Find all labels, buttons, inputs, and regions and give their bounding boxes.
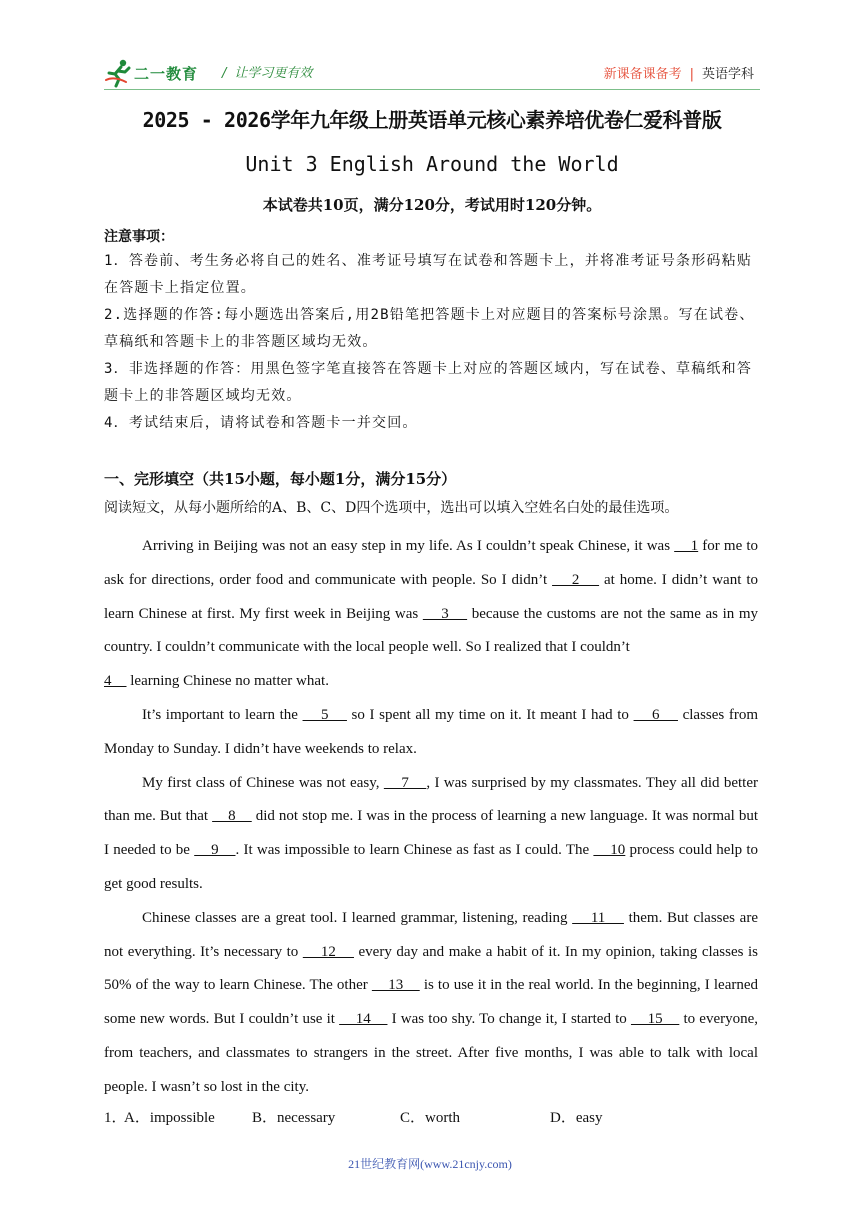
blank-13: 13	[371, 977, 420, 994]
passage-text: . It was impossible to learn Chinese as fast as I could. The	[235, 842, 594, 859]
option-c: C．worth	[400, 1110, 461, 1126]
blank-15: 15	[630, 1011, 680, 1028]
blank-3: 3	[422, 605, 468, 622]
notice-item: 2.选择题的作答:每小题选出答案后,用2B铅笔把答题卡上对应题目的答案标号涂黑。写在试卷、草稿纸和答题卡上的非答题区域均无效。	[104, 307, 755, 350]
question-number: 1．	[104, 1110, 127, 1126]
section-instruction: 阅读短文，从每小题所给的A、B、C、D四个选项中，选出可以填入空姓名白处的最佳选项。	[104, 500, 679, 516]
notice-item: 3．非选择题的作答：用黑色签字笔直接答在答题卡上对应的答题区域内，写在试卷、草稿纸和答题卡上的非答题区域均无效。	[104, 361, 753, 404]
blank-1: 1	[674, 538, 699, 554]
passage-text: them. But classes are not everything. It’s necessary to	[104, 909, 758, 960]
blank-12: 12	[302, 943, 354, 960]
blank-6: 6	[633, 706, 678, 723]
passage-text: is to use it in the real world. In the beginning, I learned some new words. But I couldn’t use it	[104, 977, 759, 1028]
unit-title: Unit 3 English Around the World	[245, 152, 619, 176]
passage-text: because the customs are not the same as in my country. I couldn’t communicate with the local people well. So I realized that I couldn’t	[104, 605, 758, 656]
passage-text: for me to ask for directions, order food and communicate with people. So I didn’t	[104, 538, 759, 588]
passage-text: so I spent all my time on it. It meant I had to	[346, 706, 634, 723]
slogan-text: 让学习更有效	[234, 66, 313, 81]
passage-text: It’s important to learn the	[142, 706, 303, 723]
section-title: 一、完形填空（共15小题，每小题1分，满分15分）	[104, 470, 457, 488]
passage-paragraph	[104, 699, 758, 767]
passage-text: Arriving in Beijing was not an easy step in my life. As I couldn’t speak Chinese, it was	[142, 538, 675, 554]
passage-paragraph	[104, 530, 758, 665]
page-footer: 21世纪教育网(www.21cnjy.com)	[348, 1157, 512, 1171]
passage-text: classes from Monday to Sunday. I didn’t have weekends to relax.	[104, 706, 759, 757]
option-d: D．easy	[550, 1110, 603, 1126]
passage-text: My first class of Chinese was not easy,	[142, 774, 384, 791]
passage-text: Chinese classes are a great tool. I learned grammar, listening, reading	[142, 909, 573, 926]
notice-item: 1．答卷前、考生务必将自己的姓名、准考证号填写在试卷和答题卡上，并将准考证号条形码粘贴在答题卡上指定位置。	[104, 253, 753, 296]
blank-7: 7	[383, 774, 427, 791]
passage-text: I was too shy. To change it, I started to	[387, 1011, 631, 1028]
slogan-slash: /	[222, 66, 227, 81]
passage-text: at home. I didn’t want to learn Chinese at first. My first week in Beijing was	[104, 571, 758, 622]
passage-text: did not stop me. I was in the process of learning a new language. It was normal but I needed to be	[104, 808, 758, 859]
passage-text: every day and make a habit of it. In my opinion, taking classes is 50% of the way to learn Chinese. The other	[104, 943, 759, 994]
blank-5: 5	[302, 706, 347, 723]
page-header	[104, 56, 760, 92]
logo	[104, 58, 212, 88]
passage-paragraph	[104, 767, 758, 902]
passage-text: learning Chinese no matter what.	[126, 673, 329, 690]
cloze-passage	[104, 530, 758, 1105]
option-a: A．impossible	[124, 1110, 215, 1126]
logo-text: 二一教育	[134, 65, 199, 83]
blank-11: 11	[572, 909, 624, 926]
brand-course-label: 新课备课备考	[603, 67, 682, 82]
brand-subject-label: 英语学科	[701, 67, 754, 82]
blank-2: 2	[552, 571, 600, 588]
passage-text: to everyone, from teachers, and classmates to strangers in the street. After five months, I was able to talk with local people. I wasn’t so lost in the city.	[104, 1011, 759, 1095]
blank-4: 4	[104, 673, 127, 690]
blank-9: 9	[194, 842, 236, 859]
passage-text: process could help to get good results.	[104, 842, 759, 892]
notice-item: 4．考试结束后，请将试卷和答题卡一并交回。	[104, 415, 418, 431]
blank-10: 10	[593, 842, 626, 859]
passage-paragraph	[104, 902, 758, 1105]
exam-title: 2025 - 2026学年九年级上册英语单元核心素养培优卷仁爱科普版	[142, 108, 722, 132]
exam-info: 本试卷共10页，满分120分，考试用时120分钟。	[262, 196, 602, 214]
runner-logo-icon	[104, 58, 134, 88]
brand-tagline	[604, 63, 754, 82]
notice-title: 注意事项：	[104, 229, 174, 245]
blank-8: 8	[212, 808, 252, 825]
brand-separator: |	[689, 67, 694, 82]
passage-text: , I was surprised by my classmates. They all did better than me. But that	[104, 774, 759, 825]
header-divider	[104, 89, 760, 90]
passage-paragraph	[104, 665, 758, 699]
blank-14: 14	[339, 1011, 388, 1028]
slogan	[222, 62, 312, 81]
option-b: B．necessary	[252, 1110, 336, 1126]
